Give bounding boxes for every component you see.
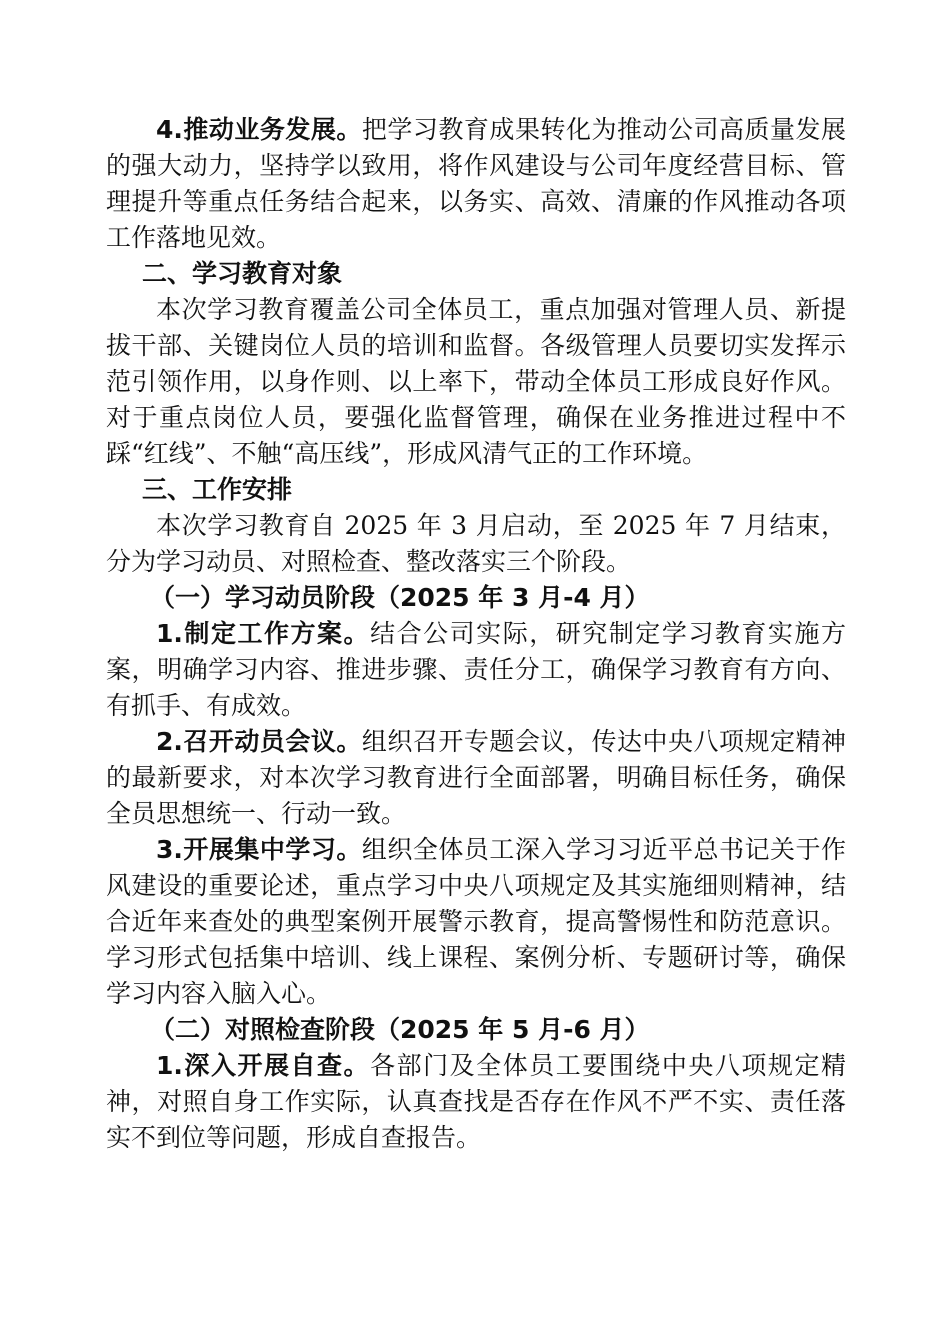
section-heading-3: 三、工作安排 bbox=[142, 475, 293, 504]
item-lead: 1.制定工作方案。 bbox=[156, 619, 371, 648]
paragraph-stage2-item1 bbox=[106, 1048, 846, 1156]
paragraph-stage1-item1 bbox=[106, 616, 846, 724]
stage-heading-2: （二）对照检查阶段（2025 年 5 月-6 月） bbox=[150, 1015, 650, 1044]
section-heading-2: 二、学习教育对象 bbox=[142, 259, 343, 288]
item-lead: 1.深入开展自查。 bbox=[156, 1051, 371, 1080]
item-lead: 2.召开动员会议。 bbox=[156, 727, 362, 756]
paragraph-stage1-item3 bbox=[106, 832, 846, 1012]
paragraph-stage1-item2 bbox=[106, 724, 846, 832]
item-text: 组织全体员工深入学习习近平总书记关于作风建设的重要论述，重点学习中央八项规定及其实施细则精神，结合近年来查处的典型案例开展警示教育，提高警惕性和防范意识。学习形式包括集中培训、线上课程、案例分析、专题研讨等，确保学习内容入脑入心。 bbox=[106, 835, 846, 1008]
document-page bbox=[106, 112, 846, 1156]
item-text: 各部门及全体员工要围绕中央八项规定精神，对照自身工作实际，认真查找是否存在作风不严不实、责任落实不到位等问题，形成自查报告。 bbox=[106, 1051, 846, 1152]
item-text: 组织召开专题会议，传达中央八项规定精神的最新要求，对本次学习教育进行全面部署，明确目标任务，确保全员思想统一、行动一致。 bbox=[106, 727, 846, 828]
item-text: 把学习教育成果转化为推动公司高质量发展的强大动力，坚持学以致用，将作风建设与公司年度经营目标、管理提升等重点任务结合起来，以务实、高效、清廉的作风推动各项工作落地见效。 bbox=[106, 115, 846, 252]
stage-heading-1: （一）学习动员阶段（2025 年 3 月-4 月） bbox=[150, 583, 650, 612]
paragraph-scope: 本次学习教育覆盖公司全体员工，重点加强对管理人员、新提拔干部、关键岗位人员的培训和监督。各级管理人员要切实发挥示范引领作用，以身作则、以上率下，带动全体员工形成良好作风。对于重点岗位人员，要强化监督管理，确保在业务推进过程中不踩“红线”、不触“高压线”，形成风清气正的工作环境。 bbox=[106, 295, 846, 468]
item-lead: 4.推动业务发展。 bbox=[156, 115, 362, 144]
item-text: 结合公司实际，研究制定学习教育实施方案，明确学习内容、推进步骤、责任分工，确保学习教育有方向、有抓手、有成效。 bbox=[106, 619, 846, 720]
paragraph-item-4 bbox=[106, 112, 846, 256]
item-lead: 3.开展集中学习。 bbox=[156, 835, 362, 864]
paragraph-plan: 本次学习教育自 2025 年 3 月启动，至 2025 年 7 月结束，分为学习动员、对照检查、整改落实三个阶段。 bbox=[106, 511, 846, 576]
